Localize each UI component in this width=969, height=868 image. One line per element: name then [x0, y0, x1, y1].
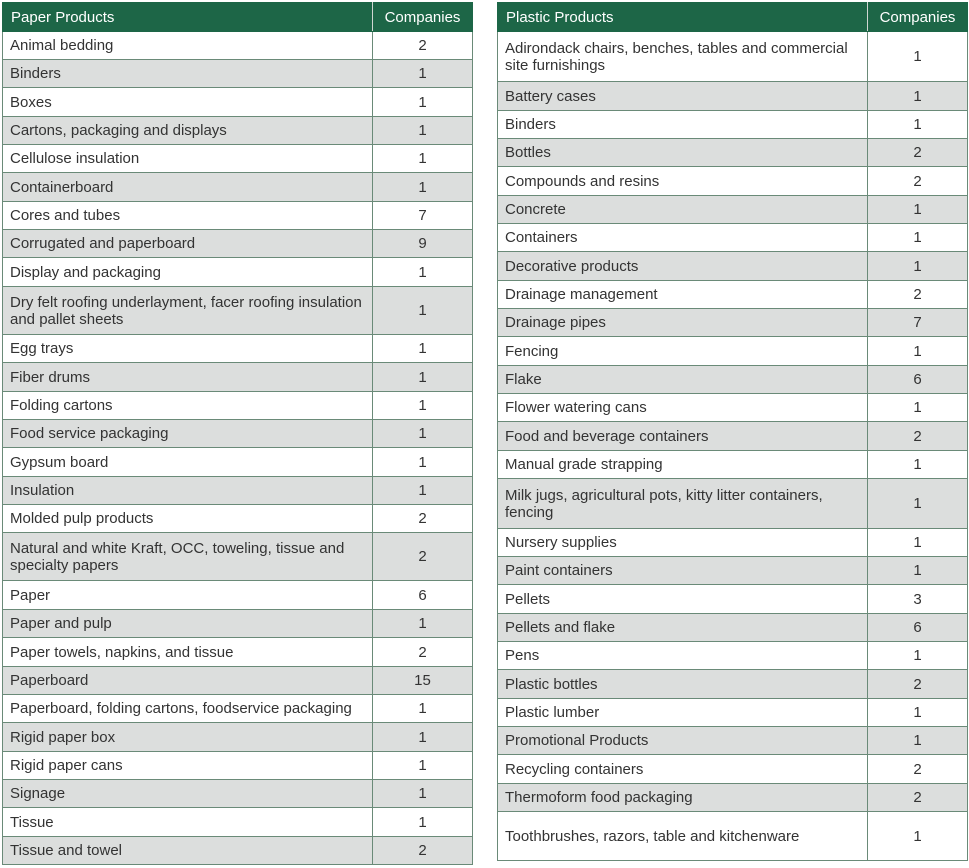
product-name-cell: Cartons, packaging and displays [3, 117, 373, 145]
table-row [498, 394, 968, 422]
company-count-cell: 1 [373, 752, 473, 780]
product-name-cell: Boxes [3, 88, 373, 117]
product-name-cell: Adirondack chairs, benches, tables and commercial site furnishings [498, 32, 868, 82]
product-name-cell: Paper and pulp [3, 610, 373, 638]
company-count-cell: 1 [373, 477, 473, 505]
table-row [498, 337, 968, 366]
company-count-cell: 1 [373, 780, 473, 808]
product-name-cell: Cellulose insulation [3, 145, 373, 173]
company-count-cell: 1 [868, 252, 968, 281]
company-count-cell: 1 [373, 287, 473, 335]
product-name-cell: Rigid paper cans [3, 752, 373, 780]
company-count-cell: 1 [868, 699, 968, 727]
table-row [498, 82, 968, 111]
company-count-cell: 1 [373, 258, 473, 287]
company-count-cell: 1 [868, 111, 968, 139]
product-name-cell: Natural and white Kraft, OCC, toweling, tissue and specialty papers [3, 533, 373, 581]
company-count-cell: 1 [868, 727, 968, 755]
table-row [498, 139, 968, 167]
product-name-cell: Flake [498, 366, 868, 394]
table-row [498, 224, 968, 252]
product-name-cell: Milk jugs, agricultural pots, kitty litter containers, fencing [498, 479, 868, 529]
product-name-cell: Egg trays [3, 335, 373, 363]
product-name-cell: Plastic lumber [498, 699, 868, 727]
column-header-companies: Companies [373, 3, 473, 32]
company-count-cell: 1 [373, 60, 473, 88]
company-count-cell: 1 [868, 224, 968, 252]
product-name-cell: Bottles [498, 139, 868, 167]
table-row [3, 667, 473, 695]
table-row [3, 60, 473, 88]
table-row [3, 533, 473, 581]
table-row [3, 420, 473, 448]
company-count-cell: 6 [868, 366, 968, 394]
product-name-cell: Battery cases [498, 82, 868, 111]
company-count-cell: 1 [373, 808, 473, 837]
table-row [498, 451, 968, 479]
table-row [3, 230, 473, 258]
product-name-cell: Manual grade strapping [498, 451, 868, 479]
table-row [3, 837, 473, 865]
table-row [498, 755, 968, 784]
table-row [3, 808, 473, 837]
company-count-cell: 1 [868, 479, 968, 529]
company-count-cell: 1 [373, 145, 473, 173]
company-count-cell: 2 [868, 281, 968, 309]
table-row [3, 477, 473, 505]
product-name-cell: Food service packaging [3, 420, 373, 448]
company-count-cell: 1 [373, 610, 473, 638]
company-count-cell: 2 [868, 670, 968, 699]
company-count-cell: 2 [868, 784, 968, 812]
table-row [498, 812, 968, 861]
product-name-cell: Paint containers [498, 557, 868, 585]
company-count-cell: 1 [373, 88, 473, 117]
table-row [498, 366, 968, 394]
product-name-cell: Corrugated and paperboard [3, 230, 373, 258]
company-count-cell: 2 [868, 755, 968, 784]
company-count-cell: 9 [373, 230, 473, 258]
table-row [498, 309, 968, 337]
company-count-cell: 2 [373, 505, 473, 533]
table-row [3, 117, 473, 145]
company-count-cell: 1 [373, 420, 473, 448]
company-count-cell: 2 [373, 837, 473, 865]
product-name-cell: Animal bedding [3, 32, 373, 60]
column-header-companies: Companies [868, 3, 968, 32]
product-name-cell: Cores and tubes [3, 202, 373, 230]
table-row [3, 32, 473, 60]
table-row [498, 699, 968, 727]
table-row [3, 287, 473, 335]
product-name-cell: Plastic bottles [498, 670, 868, 699]
table-row [3, 335, 473, 363]
product-name-cell: Drainage pipes [498, 309, 868, 337]
product-name-cell: Rigid paper box [3, 723, 373, 752]
product-name-cell: Containerboard [3, 173, 373, 202]
product-name-cell: Thermoform food packaging [498, 784, 868, 812]
table-row [498, 585, 968, 614]
table-row [3, 202, 473, 230]
product-name-cell: Binders [3, 60, 373, 88]
table-row [498, 196, 968, 224]
company-count-cell: 2 [868, 422, 968, 451]
product-name-cell: Compounds and resins [498, 167, 868, 196]
product-name-cell: Paper towels, napkins, and tissue [3, 638, 373, 667]
company-count-cell: 7 [373, 202, 473, 230]
product-name-cell: Molded pulp products [3, 505, 373, 533]
company-count-cell: 1 [868, 196, 968, 224]
company-count-cell: 1 [868, 32, 968, 82]
company-count-cell: 6 [373, 581, 473, 610]
product-name-cell: Pellets and flake [498, 614, 868, 642]
table-header-row [3, 3, 473, 32]
company-count-cell: 1 [868, 82, 968, 111]
product-name-cell: Promotional Products [498, 727, 868, 755]
table-row [3, 88, 473, 117]
table-row [3, 752, 473, 780]
product-name-cell: Concrete [498, 196, 868, 224]
product-name-cell: Folding cartons [3, 392, 373, 420]
table-row [3, 392, 473, 420]
table-row [3, 638, 473, 667]
column-header-product: Paper Products [3, 3, 373, 32]
table-row [3, 505, 473, 533]
company-count-cell: 2 [868, 139, 968, 167]
product-name-cell: Insulation [3, 477, 373, 505]
company-count-cell: 6 [868, 614, 968, 642]
table-row [498, 281, 968, 309]
table-row [498, 784, 968, 812]
table-row [498, 422, 968, 451]
table-row [3, 581, 473, 610]
company-count-cell: 1 [373, 363, 473, 392]
company-count-cell: 1 [373, 392, 473, 420]
table-row [3, 173, 473, 202]
company-count-cell: 1 [868, 557, 968, 585]
product-name-cell: Food and beverage containers [498, 422, 868, 451]
product-name-cell: Containers [498, 224, 868, 252]
company-count-cell: 2 [373, 638, 473, 667]
column-header-product: Plastic Products [498, 3, 868, 32]
table-row [3, 610, 473, 638]
company-count-cell: 1 [373, 335, 473, 363]
table-row [498, 479, 968, 529]
product-name-cell: Drainage management [498, 281, 868, 309]
table-row [498, 614, 968, 642]
product-name-cell: Binders [498, 111, 868, 139]
product-name-cell: Paperboard, folding cartons, foodservice packaging [3, 695, 373, 723]
table-row [498, 32, 968, 82]
product-name-cell: Pellets [498, 585, 868, 614]
product-name-cell: Toothbrushes, razors, table and kitchenware [498, 812, 868, 861]
table-row [3, 723, 473, 752]
company-count-cell: 1 [868, 337, 968, 366]
product-name-cell: Display and packaging [3, 258, 373, 287]
product-name-cell: Paperboard [3, 667, 373, 695]
table-row [498, 252, 968, 281]
company-count-cell: 1 [373, 117, 473, 145]
table-row [498, 727, 968, 755]
company-count-cell: 15 [373, 667, 473, 695]
product-name-cell: Dry felt roofing underlayment, facer roofing insulation and pallet sheets [3, 287, 373, 335]
company-count-cell: 1 [868, 394, 968, 422]
company-count-cell: 1 [373, 695, 473, 723]
product-name-cell: Paper [3, 581, 373, 610]
table-row [498, 642, 968, 670]
company-count-cell: 1 [373, 173, 473, 202]
product-name-cell: Pens [498, 642, 868, 670]
product-name-cell: Signage [3, 780, 373, 808]
product-name-cell: Tissue [3, 808, 373, 837]
product-name-cell: Fiber drums [3, 363, 373, 392]
company-count-cell: 2 [868, 167, 968, 196]
table-row [3, 145, 473, 173]
company-count-cell: 1 [868, 529, 968, 557]
table-row [498, 557, 968, 585]
product-name-cell: Fencing [498, 337, 868, 366]
product-name-cell: Flower watering cans [498, 394, 868, 422]
table-row [498, 167, 968, 196]
table-row [3, 780, 473, 808]
company-count-cell: 7 [868, 309, 968, 337]
company-count-cell: 1 [373, 723, 473, 752]
company-count-cell: 3 [868, 585, 968, 614]
table-row [3, 695, 473, 723]
company-count-cell: 1 [373, 448, 473, 477]
product-name-cell: Recycling containers [498, 755, 868, 784]
product-name-cell: Tissue and towel [3, 837, 373, 865]
table-header-row [498, 3, 968, 32]
table-row [3, 258, 473, 287]
product-name-cell: Decorative products [498, 252, 868, 281]
company-count-cell: 2 [373, 32, 473, 60]
company-count-cell: 2 [373, 533, 473, 581]
table-row [498, 529, 968, 557]
table-row [3, 363, 473, 392]
company-count-cell: 1 [868, 812, 968, 861]
table-row [3, 448, 473, 477]
table-row [498, 670, 968, 699]
table-row [498, 111, 968, 139]
plastic-products-table [497, 2, 968, 861]
product-name-cell: Nursery supplies [498, 529, 868, 557]
product-name-cell: Gypsum board [3, 448, 373, 477]
company-count-cell: 1 [868, 642, 968, 670]
paper-products-table [2, 2, 473, 865]
company-count-cell: 1 [868, 451, 968, 479]
